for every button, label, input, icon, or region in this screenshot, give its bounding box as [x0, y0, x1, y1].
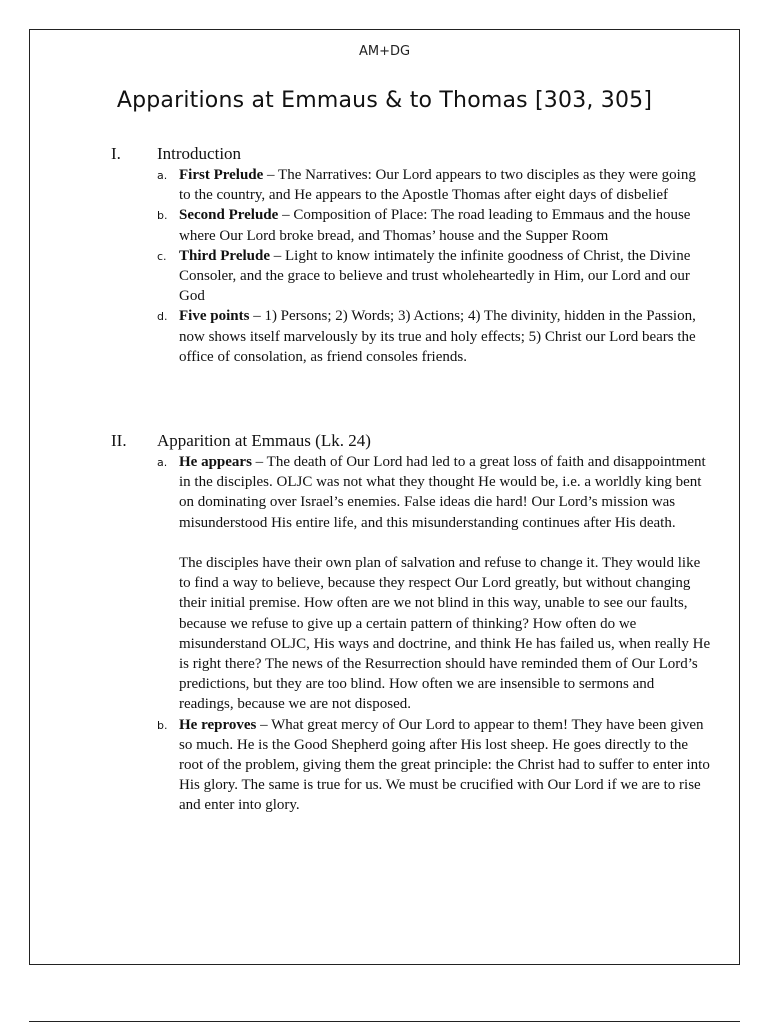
section-title: Apparition at Emmaus (Lk. 24) [157, 431, 371, 450]
item-paragraph [179, 452, 711, 533]
item-text: – The Narratives: Our Lord appears to two disciples as they were going to the country, and He appears to the Apostle Thomas after eight days of disbelief [179, 167, 696, 204]
list-item [111, 165, 711, 205]
list-item [111, 205, 711, 245]
item-letter: a. [157, 169, 168, 182]
item-paragraph: The disciples have their own plan of salvation and refuse to change it. They would like to find a way to believe, because they respect Our Lord greatly, but without changing their initial premise. How often are we not blind in this way, unable to see our faults, because we refuse to give up a certain pattern of thinking? How often do we misunderstand OLJC, His ways and doctrine, and think He has failed us, when really He is right there? The news of the Resurrection should have reminded them of Our Lord’s predictions, but they are too blind. How often we are insensible to sermons and readings, because we are not disposed. [179, 555, 711, 713]
section-heading [111, 143, 711, 165]
item-heading: He reproves [179, 716, 257, 733]
item-letter: a. [157, 456, 168, 469]
item-letter: d. [157, 310, 168, 324]
item-text: – Composition of Place: The road leading to Emmaus and the house where Our Lord broke bread, and Thomas’ house and the Supper Room [179, 207, 691, 244]
document-page [29, 29, 740, 965]
item-text: – Light to know intimately the infinite goodness of Christ, the Divine Consoler, and the grace to believe and trust wholeheartedly in Him, our Lord and our God [179, 247, 691, 305]
item-heading: First Prelude [179, 167, 264, 183]
next-page-edge [29, 1021, 740, 1022]
list-item [111, 306, 711, 367]
section-introduction [111, 143, 711, 367]
item-list [111, 452, 711, 816]
list-item [111, 452, 711, 715]
item-list [111, 165, 711, 367]
section-number: II. [111, 431, 127, 450]
header-mark: AM+DG [358, 44, 411, 59]
item-letter: b. [157, 209, 168, 223]
item-heading: Five points [179, 308, 250, 325]
list-item [111, 715, 711, 816]
item-heading: He appears [179, 454, 252, 470]
list-item [111, 246, 711, 307]
section-number: I. [111, 144, 121, 163]
page-title: Apparitions at Emmaus & to Thomas [303, 305] [116, 88, 653, 113]
item-text: – 1) Persons; 2) Words; 3) Actions; 4) The divinity, hidden in the Passion, now shows itself marvelously by its true and holy effects; 5) Christ our Lord bears the office of consolation, as friend consoles friends. [179, 308, 696, 365]
section-heading [111, 430, 711, 452]
item-text: – What great mercy of Our Lord to appear to them! They have been given so much. He is the Good Shepherd going after His lost sheep. He goes directly to the root of the problem, giving them the great principle: the Christ had to suffer to enter into His glory. The same is true for us. We must be crucified with Our Lord if we are to rise and enter into glory. [179, 716, 710, 814]
item-heading: Third Prelude [179, 247, 270, 264]
item-text: – The death of Our Lord had led to a great loss of faith and disappointment in the disciples. OLJC was not what they thought He would be, i.e. a worldly king bent on dominating over Israel’s enemies. False ideas die hard! Our Lord’s mission was misunderstood His entire life, and this misunderstanding continues after His death. [179, 454, 706, 531]
item-heading: Second Prelude [179, 207, 279, 224]
item-letter: b. [157, 718, 168, 732]
item-letter: c. [157, 249, 167, 263]
section-title: Introduction [157, 144, 242, 163]
section-apparition-emmaus [111, 430, 711, 816]
